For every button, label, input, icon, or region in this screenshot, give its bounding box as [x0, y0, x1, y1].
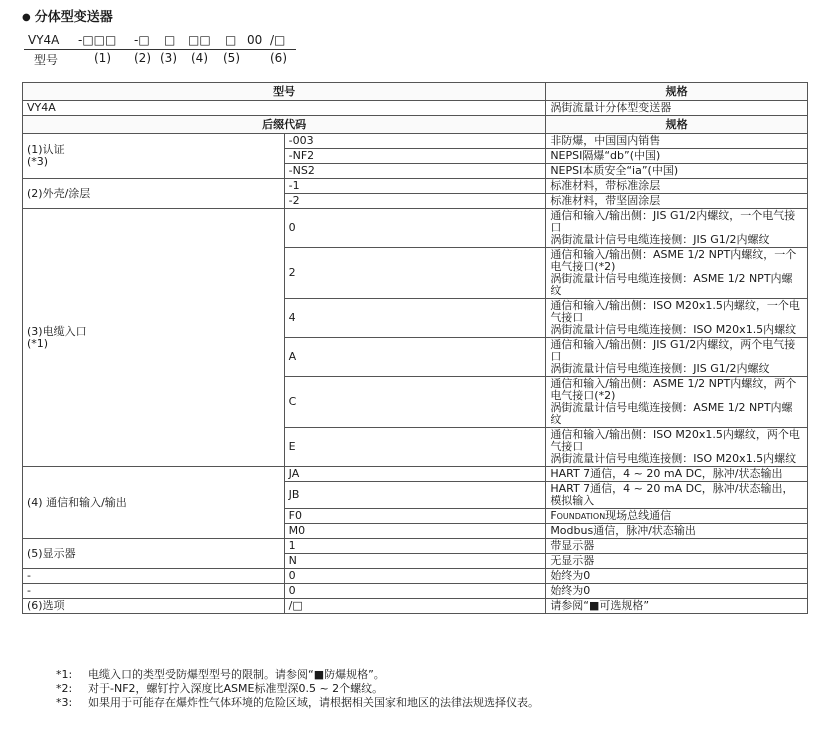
- footnote-text: 电缆入口的类型受防爆型型号的限制。请参阅“■防爆规格”。: [88, 668, 385, 681]
- code-part: -□□□: [78, 33, 117, 47]
- bullet-icon: ●: [22, 12, 31, 23]
- code-cell: -003: [284, 134, 546, 149]
- code-number: (3): [160, 51, 177, 65]
- code-cell: A: [284, 338, 546, 377]
- desc-cell: 请参阅“■可选规格”: [546, 599, 808, 614]
- header-spec-2: 规格: [546, 116, 808, 134]
- code-cell: JB: [284, 482, 546, 509]
- desc-cell: 通信和输入/输出侧：ISO M20x1.5内螺纹，一个电气接口 涡街流量计信号电缆连接侧：ISO M20x1.5内螺纹: [546, 299, 808, 338]
- code-part: □: [225, 33, 237, 47]
- footnote: [56, 668, 539, 682]
- code-number: (4): [191, 51, 208, 65]
- footnote: [56, 682, 539, 696]
- code-part: -□: [134, 33, 150, 47]
- code-cell: -1: [284, 179, 546, 194]
- footnotes: [56, 668, 539, 710]
- code-part: VY4A: [28, 33, 60, 47]
- desc-cell: 无显示器: [546, 554, 808, 569]
- spec-table: [22, 82, 808, 614]
- code-cell: 1: [284, 539, 546, 554]
- desc-cell: NEPSI隔爆“db”(中国): [546, 149, 808, 164]
- code-cell: C: [284, 377, 546, 428]
- code-label: 型号: [34, 53, 59, 67]
- code-part: /□: [270, 33, 286, 47]
- desc-cell: Foundation现场总线通信: [546, 509, 808, 524]
- model-cell: VY4A: [23, 101, 546, 116]
- desc-cell: 通信和输入/输出侧：ASME 1/2 NPT内螺纹，两个电气接口(*2) 涡街流量计信号电缆连接侧：ASME 1/2 NPT内螺纹: [546, 377, 808, 428]
- code-number: (2): [134, 51, 151, 65]
- code-cell: -2: [284, 194, 546, 209]
- desc-cell: 带显示器: [546, 539, 808, 554]
- code-cell: 0: [284, 584, 546, 599]
- code-cell: 0: [284, 569, 546, 584]
- desc-cell: Modbus通信，脉冲/状态输出: [546, 524, 808, 539]
- group-label-fixed: -: [23, 584, 285, 599]
- code-cell: -NS2: [284, 164, 546, 179]
- code-part: 00: [247, 33, 263, 47]
- group-label-comm: (4) 通信和输入/输出: [23, 467, 285, 539]
- code-cell: 4: [284, 299, 546, 338]
- desc-cell: 通信和输入/输出侧：ASME 1/2 NPT内螺纹，一个电气接口(*2) 涡街流量计信号电缆连接侧：ASME 1/2 NPT内螺纹: [546, 248, 808, 299]
- group-label-options: (6)选项: [23, 599, 285, 614]
- code-part: □: [164, 33, 176, 47]
- group-label-cable: (3)电缆入口 (*1): [23, 209, 285, 467]
- group-label-display: (5)显示器: [23, 539, 285, 569]
- code-cell: N: [284, 554, 546, 569]
- heading-text: 分体型变送器: [34, 10, 113, 25]
- model-desc-cell: 涡街流量计分体型变送器: [546, 101, 808, 116]
- code-underline: [24, 49, 296, 50]
- group-label-cert: (1)认证 (*3): [23, 134, 285, 179]
- code-cell: 2: [284, 248, 546, 299]
- code-number: (6): [270, 51, 287, 65]
- header-suffix: 后缀代码: [23, 116, 546, 134]
- code-cell: /□: [284, 599, 546, 614]
- code-cell: JA: [284, 467, 546, 482]
- section-heading: [22, 6, 113, 25]
- code-cell: M0: [284, 524, 546, 539]
- desc-cell: HART 7通信，4 ~ 20 mA DC，脉冲/状态输出，模拟输入: [546, 482, 808, 509]
- footnote-text: 如果用于可能存在爆炸性气体环境的危险区域，请根据相关国家和地区的法律法规选择仪表。: [88, 696, 539, 709]
- header-model: 型号: [23, 83, 546, 101]
- desc-cell: 始终为0: [546, 584, 808, 599]
- header-spec: 规格: [546, 83, 808, 101]
- desc-cell: 始终为0: [546, 569, 808, 584]
- desc-cell: 通信和输入/输出侧：ISO M20x1.5内螺纹，两个电气接口 涡街流量计信号电缆连接侧：ISO M20x1.5内螺纹: [546, 428, 808, 467]
- desc-cell: NEPSI本质安全“ia”(中国): [546, 164, 808, 179]
- desc-cell: 非防爆，中国国内销售: [546, 134, 808, 149]
- desc-cell: 通信和输入/输出侧：JIS G1/2内螺纹，一个电气接口 涡街流量计信号电缆连接侧：JIS G1/2内螺纹: [546, 209, 808, 248]
- code-part: □□: [188, 33, 211, 47]
- code-cell: -NF2: [284, 149, 546, 164]
- footnote-key: *2:: [56, 682, 73, 695]
- footnote: [56, 696, 539, 710]
- footnote-key: *3:: [56, 696, 73, 709]
- code-cell: E: [284, 428, 546, 467]
- footnote-text: 对于-NF2，螺钉拧入深度比ASME标准型深0.5 ~ 2个螺纹。: [88, 682, 384, 695]
- group-label-housing: (2)外壳/涂层: [23, 179, 285, 209]
- code-number: (1): [94, 51, 111, 65]
- desc-cell: 通信和输入/输出侧：JIS G1/2内螺纹，两个电气接口 涡街流量计信号电缆连接侧：JIS G1/2内螺纹: [546, 338, 808, 377]
- code-number: (5): [223, 51, 240, 65]
- desc-cell: HART 7通信，4 ~ 20 mA DC，脉冲/状态输出: [546, 467, 808, 482]
- group-label-fixed: -: [23, 569, 285, 584]
- desc-cell: 标准材料，带标准涂层: [546, 179, 808, 194]
- code-cell: 0: [284, 209, 546, 248]
- code-cell: F0: [284, 509, 546, 524]
- footnote-key: *1:: [56, 668, 73, 681]
- desc-cell: 标准材料，带坚固涂层: [546, 194, 808, 209]
